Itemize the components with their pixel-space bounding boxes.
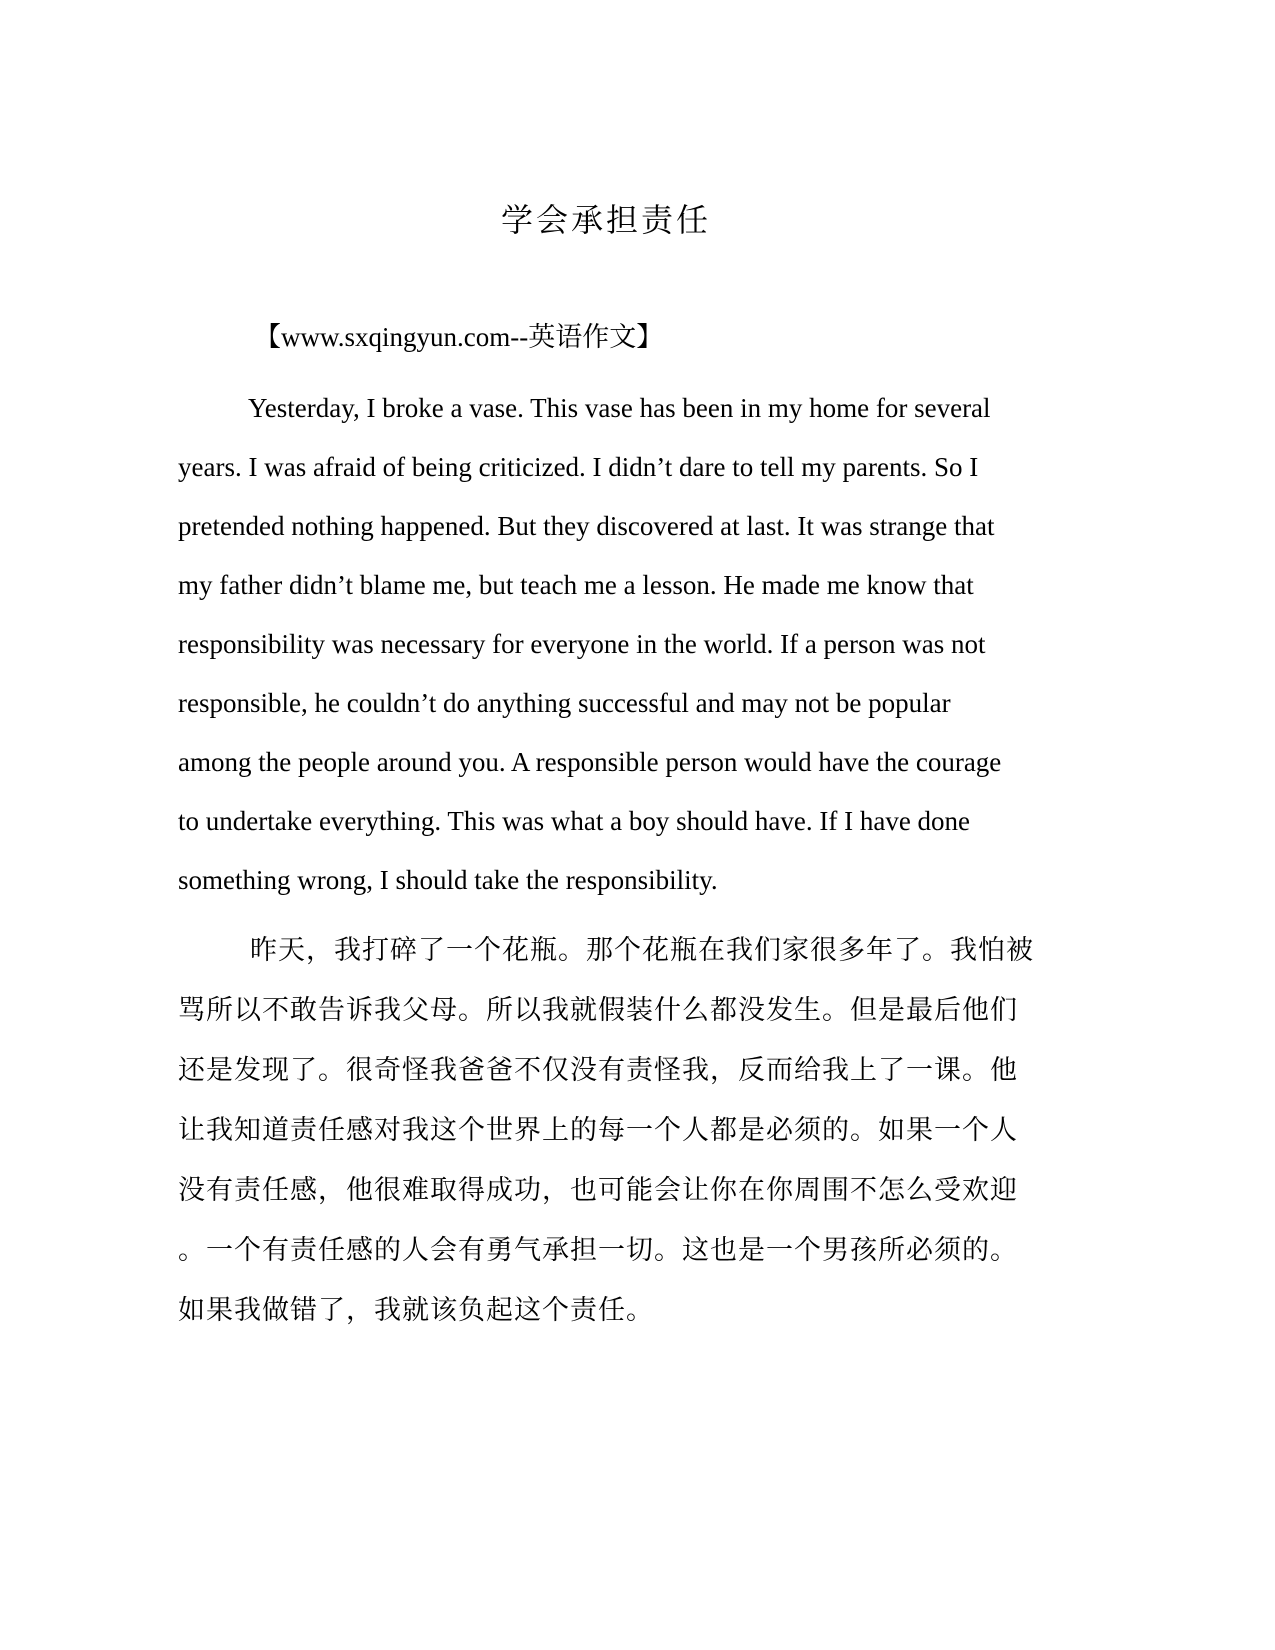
text-line: 没有责任感，他很难取得成功，也可能会让你在你周围不怎么受欢迎	[178, 1175, 1018, 1205]
text-line: responsibility was necessary for everyone in the world. If a person was not	[178, 629, 986, 659]
text-line: 骂所以不敢告诉我父母。所以我就假装什么都没发生。但是最后他们	[178, 995, 1018, 1025]
text-line: Yesterday, I broke a vase. This vase has been in my home for several	[248, 393, 991, 423]
text-line: responsible, he couldn’t do anything successful and may not be popular	[178, 688, 951, 718]
text-line: something wrong, I should take the responsibility.	[178, 865, 718, 895]
text-line: among the people around you. A responsible person would have the courage	[178, 747, 1002, 777]
text-line: 如果我做错了，我就该负起这个责任。	[178, 1295, 654, 1325]
text-line: 让我知道责任感对我这个世界上的每一个人都是必须的。如果一个人	[178, 1115, 1018, 1145]
text-line: 昨天，我打碎了一个花瓶。那个花瓶在我们家很多年了。我怕被	[250, 935, 1034, 965]
english-paragraph	[178, 379, 1034, 910]
text-line: years. I was afraid of being criticized. I didn’t dare to tell my parents. So I	[178, 452, 979, 482]
text-line: 。一个有责任感的人会有勇气承担一切。这也是一个男孩所必须的。	[178, 1235, 1018, 1265]
source-attribution: 【www.sxqingyun.com--英语作文】	[254, 322, 664, 352]
chinese-paragraph	[178, 920, 1034, 1340]
text-line: to undertake everything. This was what a boy should have. If I have done	[178, 806, 971, 836]
text-line: 还是发现了。很奇怪我爸爸不仅没有责怪我，反而给我上了一课。他	[178, 1055, 1018, 1085]
text-line: pretended nothing happened. But they discovered at last. It was strange that	[178, 511, 995, 541]
text-line: my father didn’t blame me, but teach me a lesson. He made me know that	[178, 570, 974, 600]
document-title: 学会承担责任	[500, 201, 711, 239]
document-content	[178, 0, 1034, 1340]
